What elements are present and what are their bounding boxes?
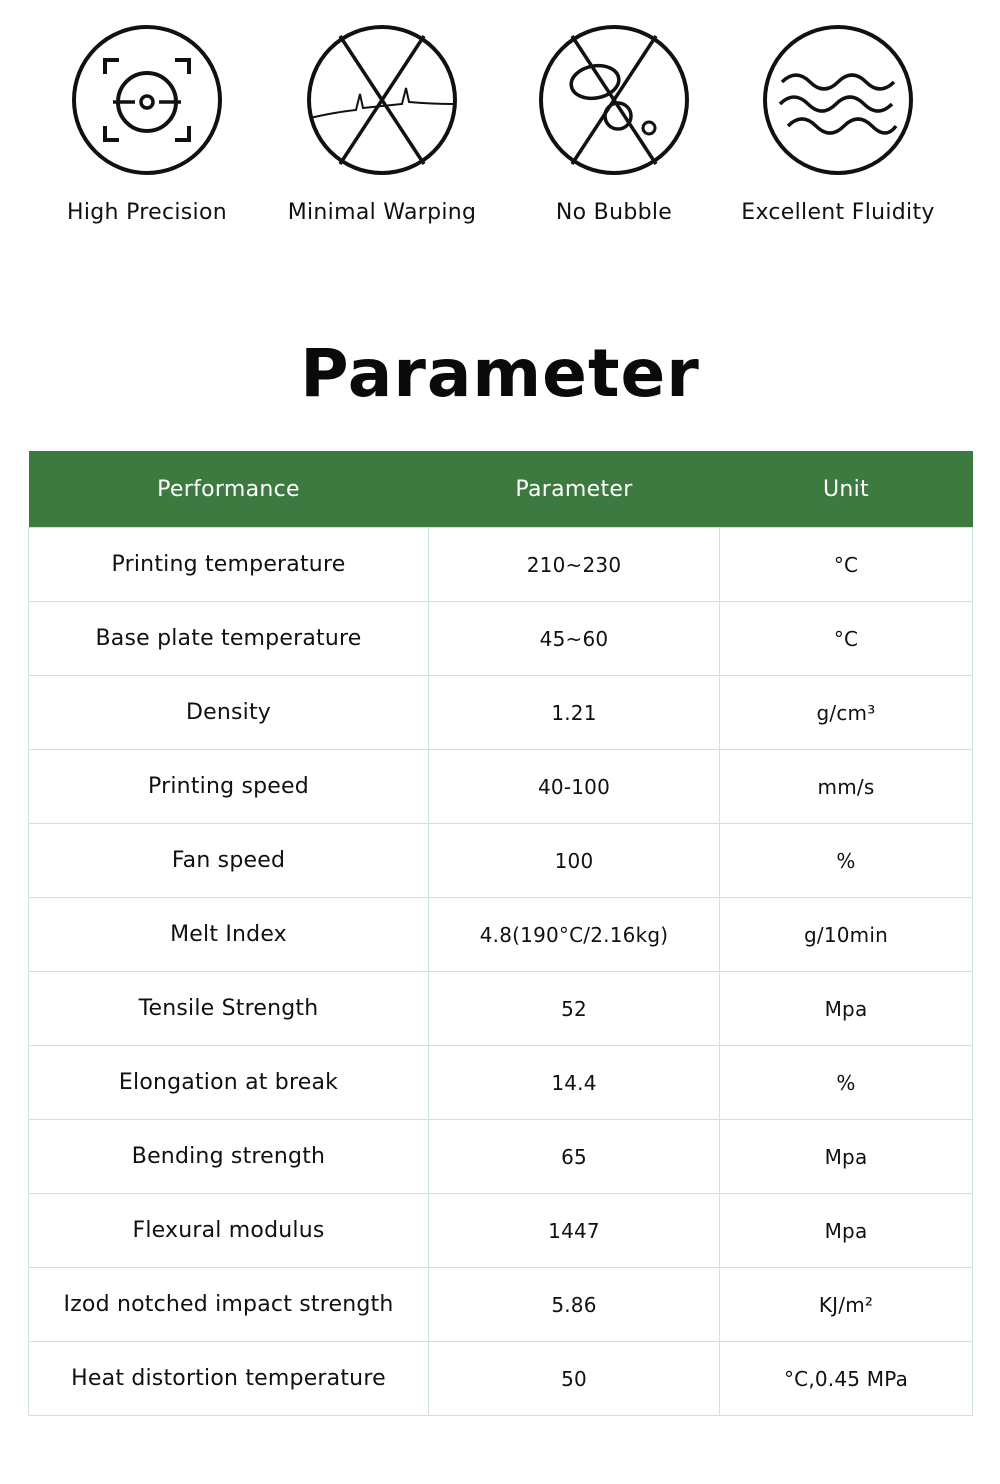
crossed-bubble-icon: [538, 24, 690, 176]
performance-cell: Izod notched impact strength: [29, 1268, 429, 1342]
table-row: [29, 750, 973, 824]
parameter-cell: 65: [429, 1120, 720, 1194]
unit-cell: g/cm³: [720, 676, 973, 750]
parameter-cell: 52: [429, 972, 720, 1046]
table-row: [29, 1342, 973, 1416]
parameter-cell: 40-100: [429, 750, 720, 824]
waves-icon: [762, 24, 914, 176]
table-row: [29, 676, 973, 750]
parameter-cell: 14.4: [429, 1046, 720, 1120]
feature-label: Minimal Warping: [287, 200, 477, 225]
performance-cell: Printing speed: [29, 750, 429, 824]
crossed-warp-icon: [306, 24, 458, 176]
parameter-cell: 4.8(190°C/2.16kg): [429, 898, 720, 972]
header-parameter: Parameter: [429, 451, 720, 528]
performance-cell: Flexural modulus: [29, 1194, 429, 1268]
unit-cell: g/10min: [720, 898, 973, 972]
performance-cell: Melt Index: [29, 898, 429, 972]
header-performance: Performance: [29, 451, 429, 528]
unit-cell: °C,0.45 MPa: [720, 1342, 973, 1416]
unit-cell: °C: [720, 528, 973, 602]
table-row: [29, 1120, 973, 1194]
feature-icons-row: [0, 0, 1000, 260]
unit-cell: °C: [720, 602, 973, 676]
table-header-row: [29, 451, 973, 528]
parameter-cell: 1.21: [429, 676, 720, 750]
unit-cell: Mpa: [720, 1120, 973, 1194]
table-row: [29, 602, 973, 676]
table-header: [29, 451, 973, 528]
unit-cell: Mpa: [720, 972, 973, 1046]
performance-cell: Fan speed: [29, 824, 429, 898]
header-unit: Unit: [720, 451, 973, 528]
parameter-cell: 45~60: [429, 602, 720, 676]
performance-cell: Bending strength: [29, 1120, 429, 1194]
section-title: Parameter: [300, 335, 700, 412]
feature-label: Excellent Fluidity: [741, 200, 935, 225]
performance-cell: Base plate temperature: [29, 602, 429, 676]
table-row: [29, 1046, 973, 1120]
parameter-cell: 50: [429, 1342, 720, 1416]
unit-cell: KJ/m²: [720, 1268, 973, 1342]
parameter-cell: 1447: [429, 1194, 720, 1268]
unit-cell: %: [720, 1046, 973, 1120]
unit-cell: %: [720, 824, 973, 898]
parameter-cell: 100: [429, 824, 720, 898]
target-reticle-icon: [71, 24, 223, 176]
parameter-cell: 210~230: [429, 528, 720, 602]
table-row: [29, 528, 973, 602]
performance-cell: Tensile Strength: [29, 972, 429, 1046]
performance-cell: Elongation at break: [29, 1046, 429, 1120]
unit-cell: mm/s: [720, 750, 973, 824]
table-row: [29, 824, 973, 898]
performance-cell: Printing temperature: [29, 528, 429, 602]
table-row: [29, 898, 973, 972]
performance-cell: Heat distortion temperature: [29, 1342, 429, 1416]
table-row: [29, 1194, 973, 1268]
table-row: [29, 972, 973, 1046]
table-body: [29, 528, 973, 1416]
table-row: [29, 1268, 973, 1342]
unit-cell: Mpa: [720, 1194, 973, 1268]
performance-cell: Density: [29, 676, 429, 750]
feature-label: High Precision: [67, 200, 227, 225]
parameter-table: [28, 451, 973, 1416]
parameter-cell: 5.86: [429, 1268, 720, 1342]
feature-label: No Bubble: [555, 200, 673, 225]
